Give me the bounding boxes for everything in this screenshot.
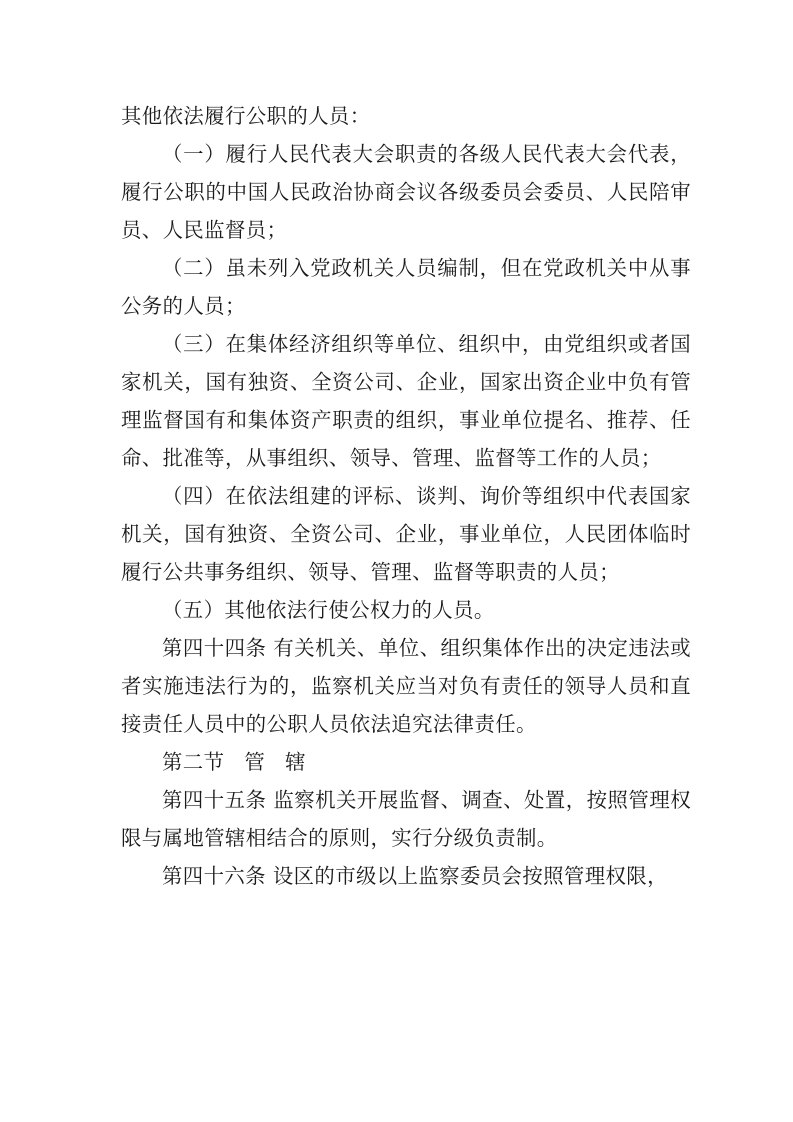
paragraph-item-3: （三）在集体经济组织等单位、组织中，由党组织或者国家机关，国有独资、全资公司、企业，国家出资企业中负有管理监督国有和集体资产职责的组织，事业单位提名、推荐、任命、批准等，从事组织、领导、管理、监督等工作的人员； (121, 332, 691, 470)
article-44: 第四十四条 有关机关、单位、组织集体作出的决定违法或者实施违法行为的，监察机关应当对负有责任的领导人员和直接责任人员中的公职人员依法追究法律责任。 (121, 636, 691, 736)
paragraph-item-5: （五）其他依法行使公权力的人员。 (162, 598, 495, 622)
document-body (121, 97, 691, 895)
paragraph-item-4: （四）在依法组建的评标、谈判、询价等组织中代表国家机关，国有独资、全资公司、企业，事业单位，人民团体临时履行公共事务组织、领导、管理、监督等职责的人员； (121, 484, 691, 584)
paragraph-item-2: （二）虽未列入党政机关人员编制，但在党政机关中从事公务的人员； (121, 256, 691, 318)
section-number: 第二节 (162, 750, 225, 774)
section-title-char-1: 管 (244, 750, 266, 774)
article-46: 第四十六条 设区的市级以上监察委员会按照管理权限， (162, 864, 668, 888)
section-heading (121, 743, 691, 781)
paragraph-intro: 其他依法履行公职的人员： (121, 104, 371, 128)
section-title-char-2: 辖 (285, 750, 306, 774)
article-45: 第四十五条 监察机关开展监督、调查、处置，按照管理权限与属地管辖相结合的原则，实行分级负责制。 (121, 788, 691, 850)
paragraph-item-1: （一）履行人民代表大会职责的各级人民代表大会代表，履行公职的中国人民政治协商会议各级委员会委员、人民陪审员、人民监督员； (121, 142, 691, 242)
